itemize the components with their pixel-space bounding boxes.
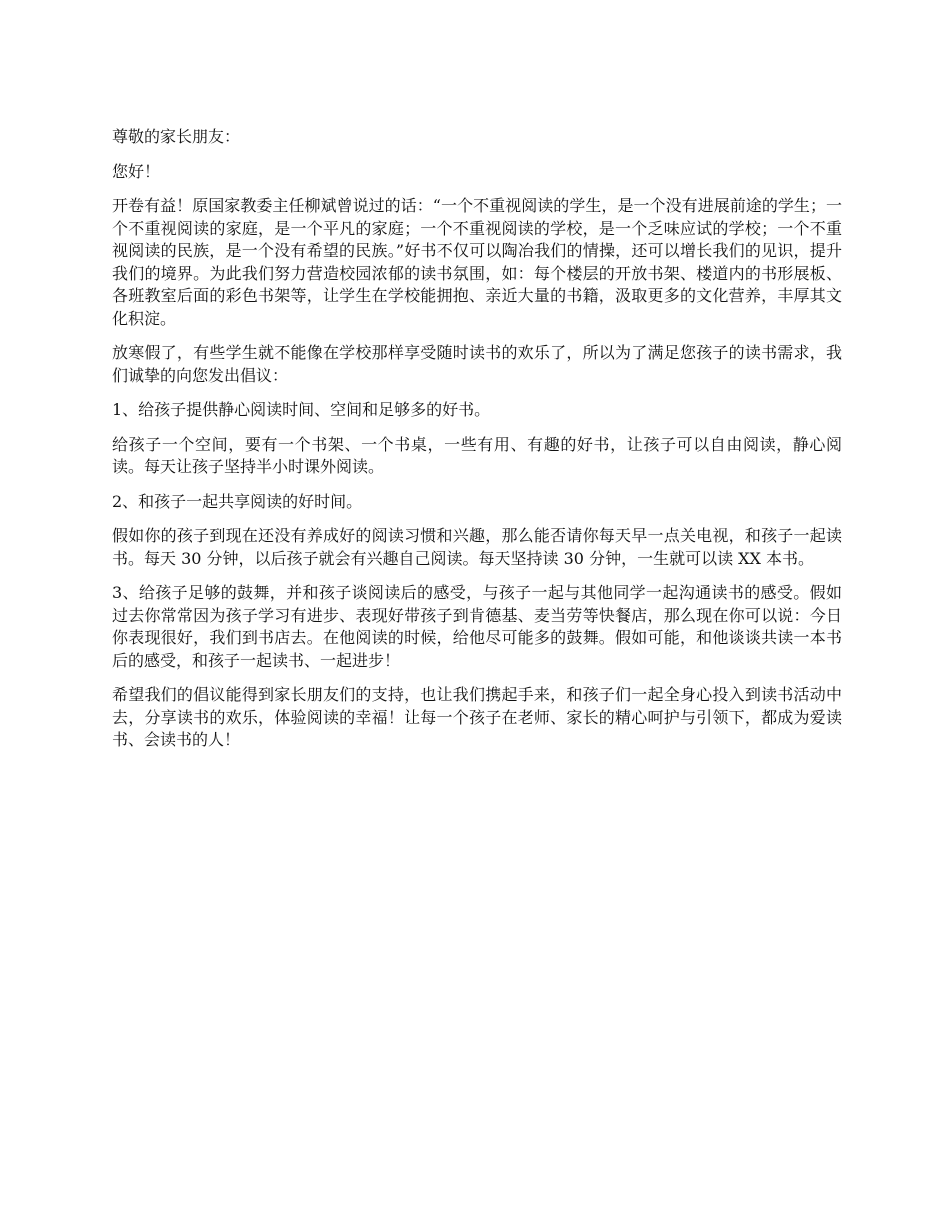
letter-body [112, 126, 842, 764]
paragraph-winter-break: 放寒假了，有些学生就不能像在学校那样享受随时读书的欢乐了，所以为了满足您孩子的读书需求，我们诚挚的向您发出倡议： [112, 343, 842, 385]
proposal-1-body: 给孩子一个空间，要有一个书架、一个书桌，一些有用、有趣的好书，让孩子可以自由阅读，静心阅读。每天让孩子坚持半小时课外阅读。 [112, 434, 842, 476]
closing-paragraph: 希望我们的倡议能得到家长朋友们的支持，也让我们携起手来，和孩子们一起全身心投入到读书活动中去，分享读书的欢乐，体验阅读的幸福！让每一个孩子在老师、家长的精心呵护与引领下，都成为爱读书、会读书的人！ [112, 685, 842, 749]
proposal-2-body: 假如你的孩子到现在还没有养成好的阅读习惯和兴趣，那么能否请你每天早一点关电视，和孩子一起读书。每天 30 分钟，以后孩子就会有兴趣自己阅读。每天坚持读 30 分钟，一生就可以读 XX 本书。 [112, 526, 842, 568]
greeting: 您好！ [112, 161, 161, 181]
proposal-3-paragraph: 3、给孩子足够的鼓舞，并和孩子谈阅读后的感受，与孩子一起与其他同学一起沟通读书的感受。假如过去你常常因为孩子学习有进步、表现好带孩子到肯德基、麦当劳等快餐店，那么现在你可以说：今日你表现很好，我们到书店去。在他阅读的时候，给他尽可能多的鼓舞。假如可能，和他谈谈共读一本书后的感受，和孩子一起读书、一起进步！ [112, 583, 842, 670]
paragraph-intro: 开卷有益！原国家教委主任柳斌曾说过的话：“一个不重视阅读的学生，是一个没有进展前途的学生；一个不重视阅读的家庭，是一个平凡的家庭；一个不重视阅读的学校，是一个乏味应试的学校；一个不重视阅读的民族，是一个没有希望的民族。”好书不仅可以陶冶我们的情操，还可以增长我们的见识，提升我们的境界。为此我们努力营造校园浓郁的读书氛围，如：每个楼层的开放书架、楼道内的书形展板、各班教室后面的彩色书架等，让学生在学校能拥抱、亲近大量的书籍，汲取更多的文化营养，丰厚其文化积淀。 [112, 196, 842, 328]
proposal-2-heading: 2、和孩子一起共享阅读的好时间。 [112, 491, 363, 511]
salutation: 尊敬的家长朋友： [112, 127, 241, 146]
proposal-1-heading: 1、给孩子提供静心阅读时间、空间和足够多的好书。 [112, 400, 491, 419]
